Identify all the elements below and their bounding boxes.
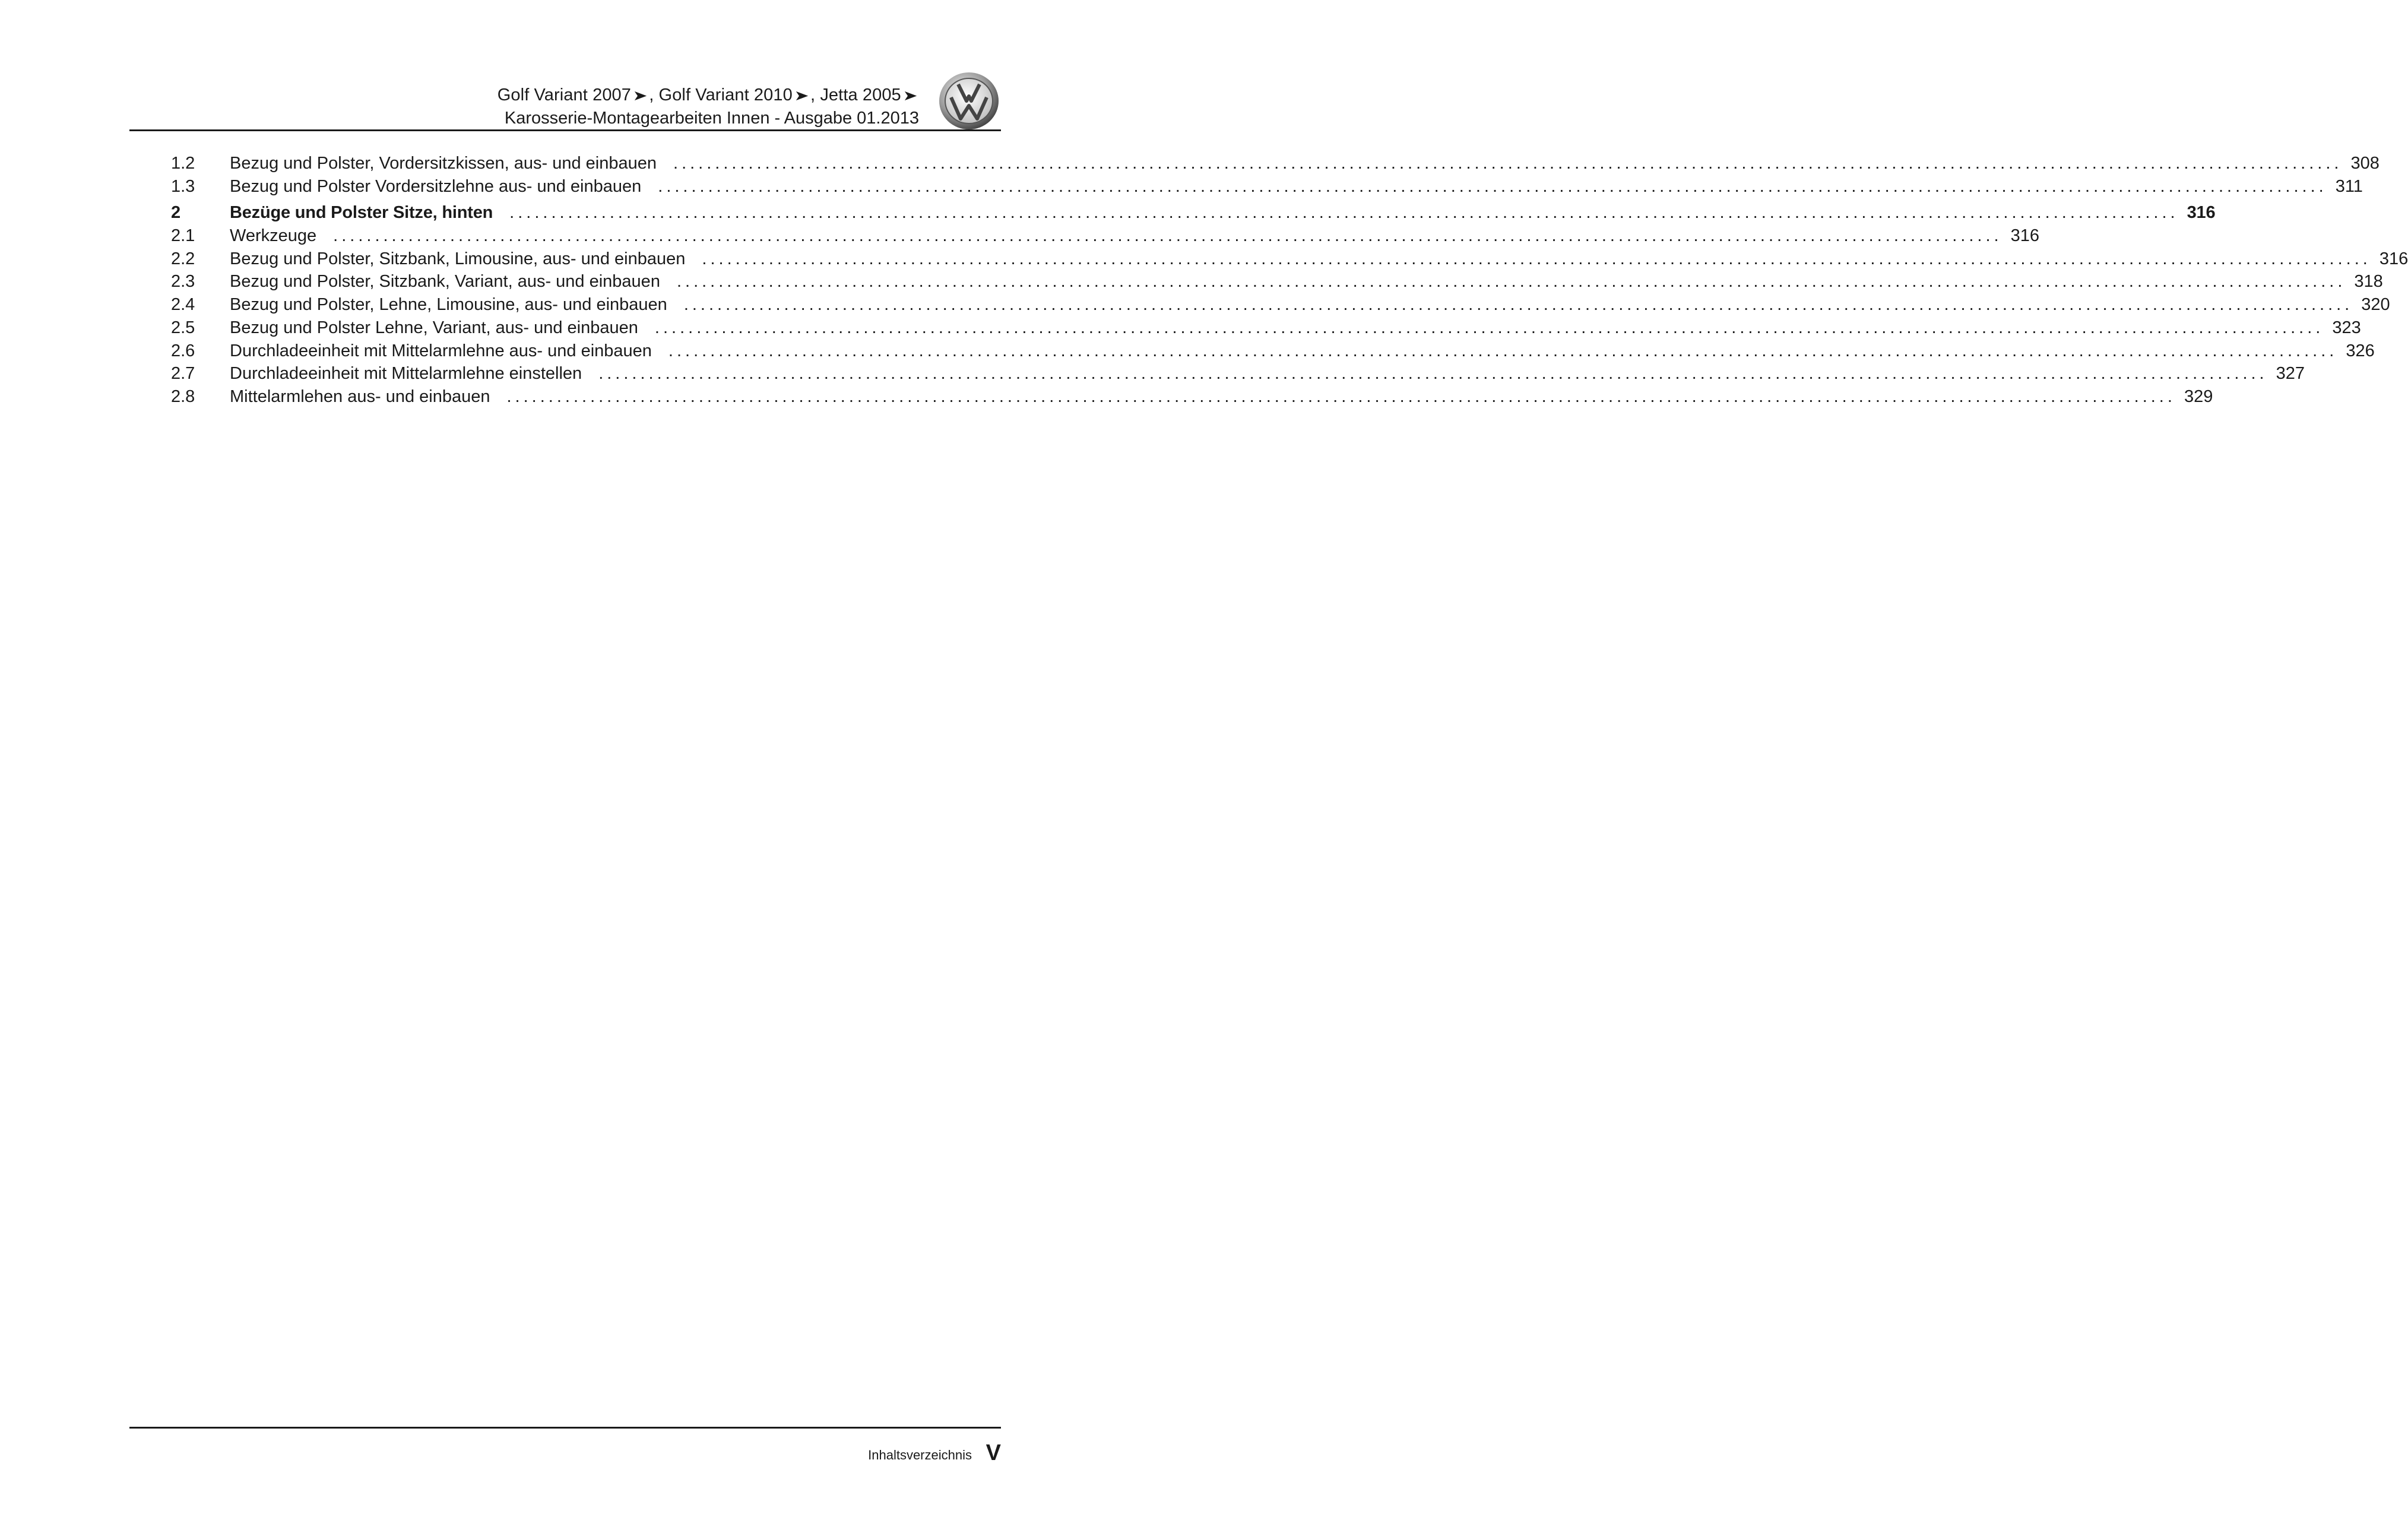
toc-entry[interactable] (171, 293, 2390, 316)
toc-entry-page: 318 (2354, 272, 2383, 292)
toc-entry-number: 2 (171, 203, 180, 223)
toc-entry-number: 2.1 (171, 226, 195, 246)
toc-entry-number: 1.2 (171, 154, 195, 173)
toc-entry[interactable] (171, 362, 2305, 385)
toc-entry-number: 1.3 (171, 176, 195, 196)
toc-entry-page: 320 (2361, 295, 2390, 315)
toc-entry-title: Bezüge und Polster Sitze, hinten (230, 203, 493, 223)
toc-entry-page: 311 (2335, 176, 2363, 196)
toc-entry[interactable] (171, 316, 2361, 340)
toc-leader-dots: ........................................................................................................................................................................................................ (702, 249, 2371, 268)
header-subtitle: Karosserie-Montagearbeiten Innen - Ausgabe 01.2013 (504, 109, 919, 128)
toc-entry[interactable] (171, 175, 2363, 198)
toc-entry-title: Werkzeuge (230, 226, 317, 246)
toc-entry-page: 323 (2332, 318, 2361, 337)
toc-entry-title: Bezug und Polster Vordersitzlehne aus- und einbauen (230, 176, 642, 196)
header-divider (129, 129, 1001, 131)
toc-entry-title: Bezug und Polster, Vordersitzkissen, aus- und einbauen (230, 154, 657, 173)
toc-entry-number: 2.7 (171, 364, 195, 384)
toc-entry-title: Bezug und Polster, Sitzbank, Limousine, aus- und einbauen (230, 249, 686, 268)
toc-entry-page: 329 (2184, 387, 2213, 406)
footer-section-label: Inhaltsverzeichnis (868, 1448, 972, 1462)
table-of-contents (171, 152, 2408, 408)
toc-entry-title: Bezug und Polster, Lehne, Limousine, aus- und einbauen (230, 295, 667, 315)
toc-entry[interactable] (171, 152, 2380, 175)
toc-entry-page: 326 (2346, 341, 2375, 360)
toc-entry[interactable] (171, 201, 2216, 224)
toc-entry-number: 2.5 (171, 318, 195, 337)
toc-entry-page: 316 (2187, 203, 2216, 223)
toc-leader-dots: ........................................................................................................................................................................................................ (509, 203, 2179, 223)
toc-entry-number: 2.6 (171, 341, 195, 360)
toc-entry-title: Durchladeeinheit mit Mittelarmlehne einstellen (230, 364, 582, 384)
toc-leader-dots: ........................................................................................................................................................................................................ (658, 176, 2327, 196)
arrow-right-icon: ➤ (794, 88, 809, 104)
toc-entry-number: 2.8 (171, 387, 195, 406)
vw-logo-icon (937, 71, 1001, 131)
toc-leader-dots: ........................................................................................................................................................................................................ (506, 387, 2176, 406)
toc-entry[interactable] (171, 270, 2383, 293)
header-model-2: , Golf Variant 2010 (649, 86, 793, 104)
toc-entry[interactable] (171, 385, 2213, 408)
header-model-1: Golf Variant 2007 (497, 86, 632, 104)
toc-leader-dots: ........................................................................................................................................................................................................ (333, 226, 2003, 246)
arrow-right-icon: ➤ (902, 88, 918, 104)
toc-entry[interactable] (171, 224, 2039, 248)
page-header (129, 71, 1001, 131)
toc-entry-title: Durchladeeinheit mit Mittelarmlehne aus- und einbauen (230, 341, 652, 360)
toc-entry[interactable] (171, 248, 2408, 271)
arrow-right-icon: ➤ (632, 88, 648, 104)
toc-leader-dots: ........................................................................................................................................................................................................ (668, 341, 2338, 360)
toc-entry-page: 316 (2379, 249, 2408, 268)
footer-page-number: V (986, 1440, 1001, 1465)
toc-entry-page: 308 (2350, 154, 2380, 173)
toc-leader-dots: ........................................................................................................................................................................................................ (683, 295, 2353, 315)
toc-leader-dots: ........................................................................................................................................................................................................ (654, 318, 2324, 337)
header-model-3: , Jetta 2005 (810, 86, 901, 104)
toc-entry-page: 327 (2276, 364, 2305, 384)
toc-entry-number: 2.4 (171, 295, 195, 315)
toc-entry-title: Mittelarmlehen aus- und einbauen (230, 387, 490, 406)
toc-entry-title: Bezug und Polster Lehne, Variant, aus- und einbauen (230, 318, 638, 337)
toc-entry-number: 2.2 (171, 249, 195, 268)
toc-entry-page: 316 (2010, 226, 2039, 246)
toc-entry[interactable] (171, 340, 2375, 363)
header-model-line (498, 86, 919, 105)
toc-leader-dots: ........................................................................................................................................................................................................ (673, 154, 2343, 173)
footer-divider (129, 1427, 1001, 1429)
toc-entry-number: 2.3 (171, 272, 195, 292)
toc-leader-dots: ........................................................................................................................................................................................................ (598, 364, 2268, 384)
toc-entry-title: Bezug und Polster, Sitzbank, Variant, aus- und einbauen (230, 272, 660, 292)
toc-leader-dots: ........................................................................................................................................................................................................ (676, 272, 2346, 292)
